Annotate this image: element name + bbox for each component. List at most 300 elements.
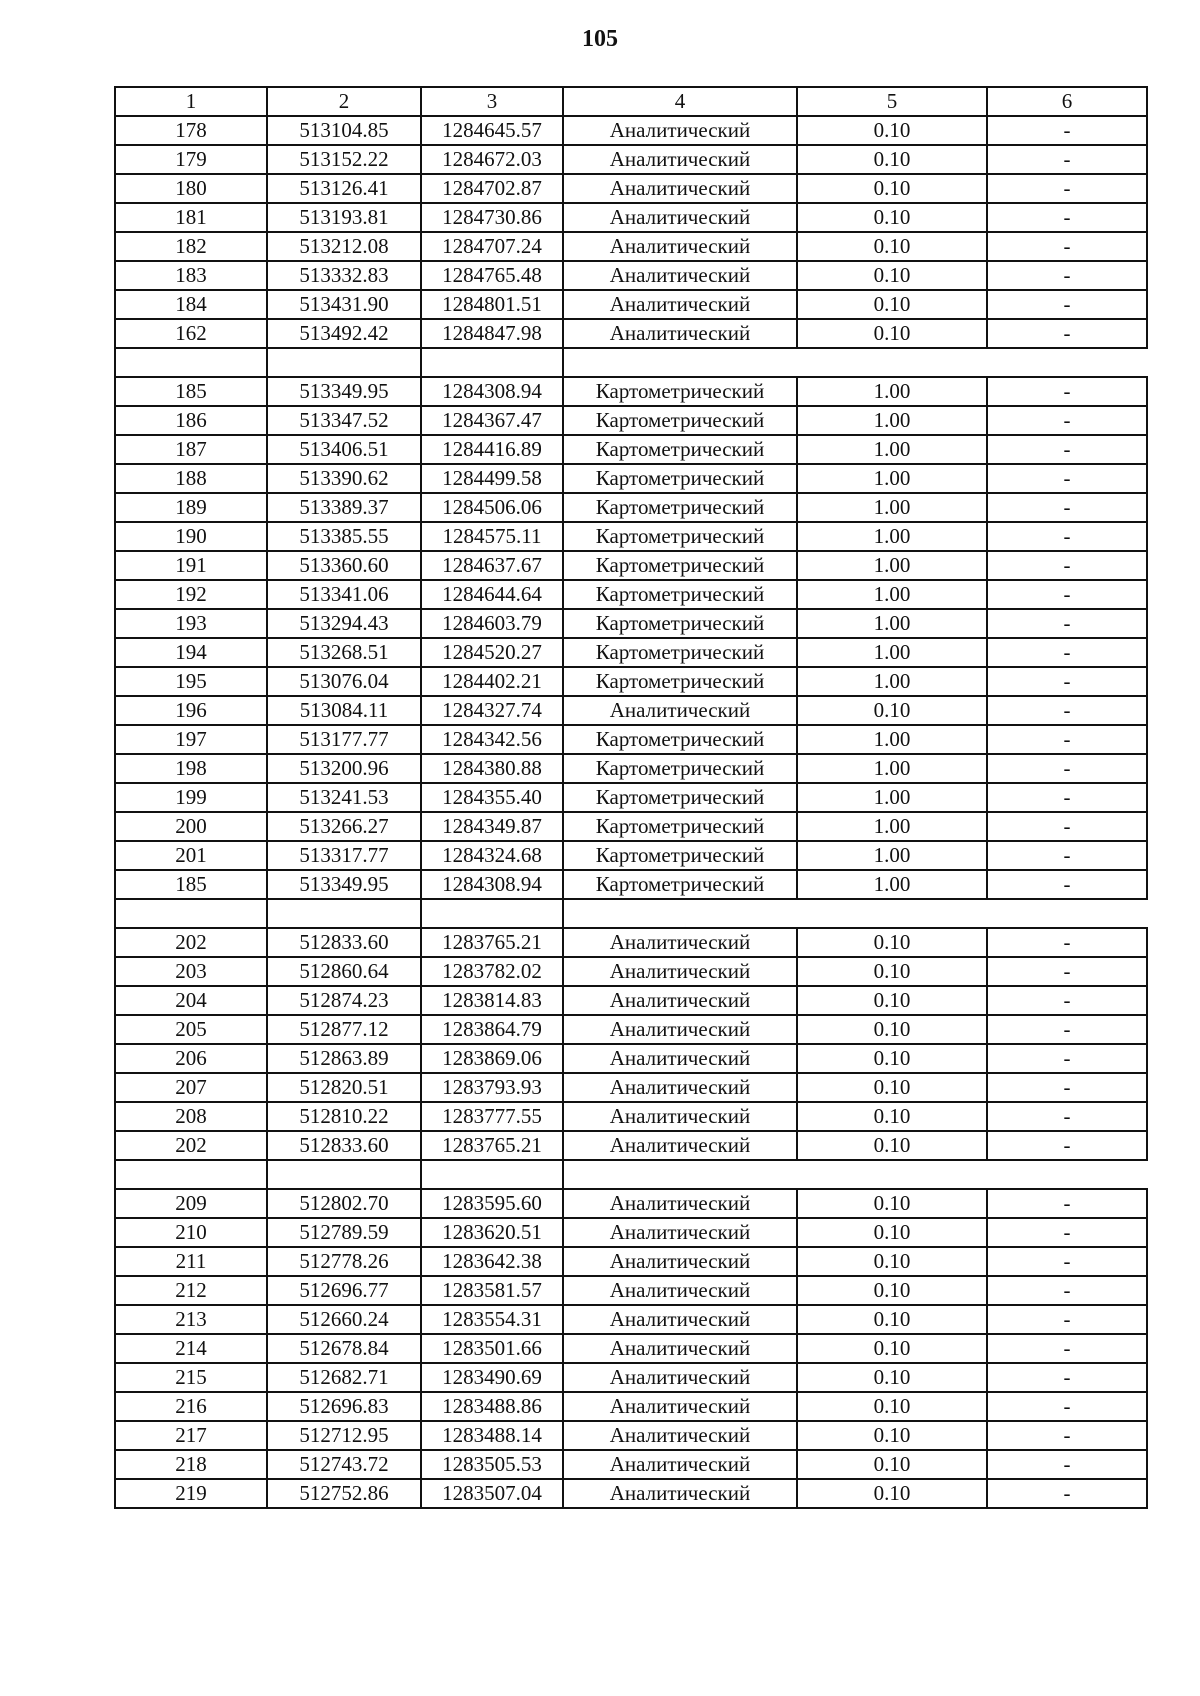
method-cell: Аналитический — [563, 1189, 797, 1218]
description-cell: - — [987, 870, 1147, 899]
y-coordinate-cell: 1283869.06 — [421, 1044, 563, 1073]
description-cell: - — [987, 203, 1147, 232]
method-cell: Аналитический — [563, 957, 797, 986]
y-coordinate-cell: 1284765.48 — [421, 261, 563, 290]
accuracy-cell: 0.10 — [797, 957, 987, 986]
table-row — [115, 261, 1147, 290]
accuracy-cell: 0.10 — [797, 1305, 987, 1334]
separator-cell — [421, 1160, 563, 1189]
accuracy-cell: 0.10 — [797, 1276, 987, 1305]
description-cell: - — [987, 1421, 1147, 1450]
point-number-cell: 215 — [115, 1363, 267, 1392]
description-cell: - — [987, 174, 1147, 203]
y-coordinate-cell: 1284355.40 — [421, 783, 563, 812]
point-number-cell: 162 — [115, 319, 267, 348]
y-coordinate-cell: 1283782.02 — [421, 957, 563, 986]
table-row — [115, 1363, 1147, 1392]
header-cell-2: 2 — [267, 87, 421, 116]
y-coordinate-cell: 1283595.60 — [421, 1189, 563, 1218]
point-number-cell: 180 — [115, 174, 267, 203]
method-cell: Аналитический — [563, 1334, 797, 1363]
method-cell: Аналитический — [563, 232, 797, 261]
x-coordinate-cell: 512682.71 — [267, 1363, 421, 1392]
point-number-cell: 198 — [115, 754, 267, 783]
y-coordinate-cell: 1284847.98 — [421, 319, 563, 348]
table-row — [115, 783, 1147, 812]
coordinates-table — [114, 86, 1148, 1509]
x-coordinate-cell: 513294.43 — [267, 609, 421, 638]
point-number-cell: 187 — [115, 435, 267, 464]
description-cell: - — [987, 551, 1147, 580]
y-coordinate-cell: 1284327.74 — [421, 696, 563, 725]
point-number-cell: 185 — [115, 870, 267, 899]
table-row — [115, 377, 1147, 406]
description-cell: - — [987, 261, 1147, 290]
y-coordinate-cell: 1283581.57 — [421, 1276, 563, 1305]
separator-cell — [115, 1160, 267, 1189]
description-cell: - — [987, 986, 1147, 1015]
method-cell: Аналитический — [563, 1218, 797, 1247]
point-number-cell: 179 — [115, 145, 267, 174]
table-row — [115, 725, 1147, 754]
x-coordinate-cell: 513389.37 — [267, 493, 421, 522]
description-cell: - — [987, 1073, 1147, 1102]
accuracy-cell: 1.00 — [797, 551, 987, 580]
x-coordinate-cell: 513212.08 — [267, 232, 421, 261]
x-coordinate-cell: 512820.51 — [267, 1073, 421, 1102]
method-cell: Картометрический — [563, 725, 797, 754]
table-row — [115, 145, 1147, 174]
table-row — [115, 667, 1147, 696]
header-cell-3: 3 — [421, 87, 563, 116]
accuracy-cell: 0.10 — [797, 203, 987, 232]
separator-cell — [797, 899, 987, 928]
table-row — [115, 406, 1147, 435]
method-cell: Аналитический — [563, 1247, 797, 1276]
point-number-cell: 202 — [115, 928, 267, 957]
description-cell: - — [987, 1363, 1147, 1392]
point-number-cell: 205 — [115, 1015, 267, 1044]
table-row — [115, 1450, 1147, 1479]
table-row — [115, 116, 1147, 145]
method-cell: Картометрический — [563, 638, 797, 667]
method-cell: Аналитический — [563, 1044, 797, 1073]
y-coordinate-cell: 1284324.68 — [421, 841, 563, 870]
table-row — [115, 638, 1147, 667]
accuracy-cell: 0.10 — [797, 1392, 987, 1421]
y-coordinate-cell: 1283765.21 — [421, 928, 563, 957]
x-coordinate-cell: 513385.55 — [267, 522, 421, 551]
table-row — [115, 1218, 1147, 1247]
method-cell: Картометрический — [563, 522, 797, 551]
separator-cell — [797, 1160, 987, 1189]
table-row — [115, 841, 1147, 870]
y-coordinate-cell: 1283642.38 — [421, 1247, 563, 1276]
table-row — [115, 1276, 1147, 1305]
method-cell: Аналитический — [563, 1392, 797, 1421]
separator-cell — [267, 1160, 421, 1189]
point-number-cell: 206 — [115, 1044, 267, 1073]
y-coordinate-cell: 1284575.11 — [421, 522, 563, 551]
description-cell: - — [987, 841, 1147, 870]
y-coordinate-cell: 1284672.03 — [421, 145, 563, 174]
accuracy-cell: 0.10 — [797, 261, 987, 290]
point-number-cell: 190 — [115, 522, 267, 551]
description-cell: - — [987, 638, 1147, 667]
x-coordinate-cell: 512833.60 — [267, 1131, 421, 1160]
point-number-cell: 219 — [115, 1479, 267, 1508]
accuracy-cell: 1.00 — [797, 580, 987, 609]
separator-cell — [987, 1160, 1147, 1189]
y-coordinate-cell: 1284520.27 — [421, 638, 563, 667]
x-coordinate-cell: 513200.96 — [267, 754, 421, 783]
method-cell: Картометрический — [563, 435, 797, 464]
method-cell: Картометрический — [563, 493, 797, 522]
description-cell: - — [987, 464, 1147, 493]
description-cell: - — [987, 1450, 1147, 1479]
table-row — [115, 1479, 1147, 1508]
y-coordinate-cell: 1283777.55 — [421, 1102, 563, 1131]
point-number-cell: 217 — [115, 1421, 267, 1450]
point-number-cell: 199 — [115, 783, 267, 812]
method-cell: Аналитический — [563, 261, 797, 290]
header-cell-1: 1 — [115, 87, 267, 116]
y-coordinate-cell: 1283507.04 — [421, 1479, 563, 1508]
accuracy-cell: 0.10 — [797, 1189, 987, 1218]
accuracy-cell: 1.00 — [797, 464, 987, 493]
description-cell: - — [987, 609, 1147, 638]
point-number-cell: 185 — [115, 377, 267, 406]
y-coordinate-cell: 1284644.64 — [421, 580, 563, 609]
description-cell: - — [987, 1131, 1147, 1160]
method-cell: Картометрический — [563, 609, 797, 638]
method-cell: Аналитический — [563, 174, 797, 203]
point-number-cell: 196 — [115, 696, 267, 725]
x-coordinate-cell: 513406.51 — [267, 435, 421, 464]
x-coordinate-cell: 513268.51 — [267, 638, 421, 667]
description-cell: - — [987, 145, 1147, 174]
accuracy-cell: 0.10 — [797, 1015, 987, 1044]
table-row — [115, 493, 1147, 522]
y-coordinate-cell: 1283793.93 — [421, 1073, 563, 1102]
table-row — [115, 1189, 1147, 1218]
description-cell: - — [987, 812, 1147, 841]
y-coordinate-cell: 1284707.24 — [421, 232, 563, 261]
table-row — [115, 522, 1147, 551]
accuracy-cell: 0.10 — [797, 1334, 987, 1363]
table-row — [115, 1305, 1147, 1334]
table-row — [115, 812, 1147, 841]
method-cell: Аналитический — [563, 319, 797, 348]
description-cell: - — [987, 522, 1147, 551]
table-row — [115, 696, 1147, 725]
description-cell: - — [987, 116, 1147, 145]
x-coordinate-cell: 513349.95 — [267, 377, 421, 406]
y-coordinate-cell: 1284499.58 — [421, 464, 563, 493]
point-number-cell: 182 — [115, 232, 267, 261]
method-cell: Аналитический — [563, 1073, 797, 1102]
block-separator-row — [115, 348, 1147, 377]
separator-cell — [563, 348, 797, 377]
accuracy-cell: 0.10 — [797, 116, 987, 145]
method-cell: Аналитический — [563, 1479, 797, 1508]
y-coordinate-cell: 1283814.83 — [421, 986, 563, 1015]
x-coordinate-cell: 512810.22 — [267, 1102, 421, 1131]
description-cell: - — [987, 957, 1147, 986]
x-coordinate-cell: 513241.53 — [267, 783, 421, 812]
description-cell: - — [987, 580, 1147, 609]
description-cell: - — [987, 493, 1147, 522]
accuracy-cell: 0.10 — [797, 1131, 987, 1160]
x-coordinate-cell: 513332.83 — [267, 261, 421, 290]
y-coordinate-cell: 1283488.14 — [421, 1421, 563, 1450]
method-cell: Аналитический — [563, 1015, 797, 1044]
separator-cell — [563, 899, 797, 928]
description-cell: - — [987, 1276, 1147, 1305]
method-cell: Аналитический — [563, 986, 797, 1015]
accuracy-cell: 0.10 — [797, 928, 987, 957]
accuracy-cell: 1.00 — [797, 841, 987, 870]
method-cell: Аналитический — [563, 203, 797, 232]
method-cell: Картометрический — [563, 377, 797, 406]
description-cell: - — [987, 696, 1147, 725]
point-number-cell: 216 — [115, 1392, 267, 1421]
x-coordinate-cell: 512863.89 — [267, 1044, 421, 1073]
x-coordinate-cell: 513152.22 — [267, 145, 421, 174]
x-coordinate-cell: 513349.95 — [267, 870, 421, 899]
accuracy-cell: 1.00 — [797, 638, 987, 667]
point-number-cell: 213 — [115, 1305, 267, 1334]
method-cell: Аналитический — [563, 1276, 797, 1305]
description-cell: - — [987, 232, 1147, 261]
point-number-cell: 209 — [115, 1189, 267, 1218]
x-coordinate-cell: 512678.84 — [267, 1334, 421, 1363]
point-number-cell: 202 — [115, 1131, 267, 1160]
table-row — [115, 580, 1147, 609]
table-row — [115, 986, 1147, 1015]
x-coordinate-cell: 512696.83 — [267, 1392, 421, 1421]
description-cell: - — [987, 435, 1147, 464]
y-coordinate-cell: 1283501.66 — [421, 1334, 563, 1363]
description-cell: - — [987, 290, 1147, 319]
point-number-cell: 203 — [115, 957, 267, 986]
point-number-cell: 201 — [115, 841, 267, 870]
point-number-cell: 211 — [115, 1247, 267, 1276]
x-coordinate-cell: 513266.27 — [267, 812, 421, 841]
accuracy-cell: 0.10 — [797, 1073, 987, 1102]
accuracy-cell: 0.10 — [797, 696, 987, 725]
header-row — [115, 87, 1147, 116]
method-cell: Картометрический — [563, 667, 797, 696]
x-coordinate-cell: 512712.95 — [267, 1421, 421, 1450]
description-cell: - — [987, 1015, 1147, 1044]
x-coordinate-cell: 513341.06 — [267, 580, 421, 609]
table-row — [115, 957, 1147, 986]
separator-cell — [421, 348, 563, 377]
y-coordinate-cell: 1284730.86 — [421, 203, 563, 232]
method-cell: Аналитический — [563, 1421, 797, 1450]
y-coordinate-cell: 1283554.31 — [421, 1305, 563, 1334]
block-separator-row — [115, 1160, 1147, 1189]
table-row — [115, 464, 1147, 493]
method-cell: Картометрический — [563, 812, 797, 841]
accuracy-cell: 1.00 — [797, 783, 987, 812]
separator-cell — [115, 899, 267, 928]
y-coordinate-cell: 1284342.56 — [421, 725, 563, 754]
accuracy-cell: 0.10 — [797, 1363, 987, 1392]
y-coordinate-cell: 1284506.06 — [421, 493, 563, 522]
separator-cell — [421, 899, 563, 928]
separator-cell — [115, 348, 267, 377]
y-coordinate-cell: 1284645.57 — [421, 116, 563, 145]
description-cell: - — [987, 1247, 1147, 1276]
method-cell: Картометрический — [563, 783, 797, 812]
table-row — [115, 203, 1147, 232]
y-coordinate-cell: 1283620.51 — [421, 1218, 563, 1247]
point-number-cell: 197 — [115, 725, 267, 754]
table-row — [115, 232, 1147, 261]
description-cell: - — [987, 377, 1147, 406]
x-coordinate-cell: 512752.86 — [267, 1479, 421, 1508]
y-coordinate-cell: 1284308.94 — [421, 377, 563, 406]
point-number-cell: 212 — [115, 1276, 267, 1305]
accuracy-cell: 0.10 — [797, 1102, 987, 1131]
x-coordinate-cell: 512874.23 — [267, 986, 421, 1015]
description-cell: - — [987, 725, 1147, 754]
point-number-cell: 208 — [115, 1102, 267, 1131]
accuracy-cell: 1.00 — [797, 406, 987, 435]
point-number-cell: 191 — [115, 551, 267, 580]
table-row — [115, 551, 1147, 580]
table-row — [115, 1073, 1147, 1102]
block-separator-row — [115, 899, 1147, 928]
point-number-cell: 184 — [115, 290, 267, 319]
point-number-cell: 192 — [115, 580, 267, 609]
point-number-cell: 193 — [115, 609, 267, 638]
accuracy-cell: 0.10 — [797, 232, 987, 261]
table-row — [115, 1044, 1147, 1073]
point-number-cell: 214 — [115, 1334, 267, 1363]
description-cell: - — [987, 1479, 1147, 1508]
page-number: 105 — [582, 26, 618, 52]
y-coordinate-cell: 1284416.89 — [421, 435, 563, 464]
separator-cell — [987, 899, 1147, 928]
table-row — [115, 290, 1147, 319]
x-coordinate-cell: 513126.41 — [267, 174, 421, 203]
point-number-cell: 181 — [115, 203, 267, 232]
y-coordinate-cell: 1283490.69 — [421, 1363, 563, 1392]
table-row — [115, 1334, 1147, 1363]
accuracy-cell: 1.00 — [797, 754, 987, 783]
description-cell: - — [987, 928, 1147, 957]
method-cell: Аналитический — [563, 1131, 797, 1160]
description-cell: - — [987, 1334, 1147, 1363]
description-cell: - — [987, 783, 1147, 812]
method-cell: Картометрический — [563, 464, 797, 493]
method-cell: Аналитический — [563, 1102, 797, 1131]
description-cell: - — [987, 667, 1147, 696]
table-row — [115, 319, 1147, 348]
description-cell: - — [987, 1392, 1147, 1421]
accuracy-cell: 1.00 — [797, 667, 987, 696]
description-cell: - — [987, 1305, 1147, 1334]
y-coordinate-cell: 1283505.53 — [421, 1450, 563, 1479]
y-coordinate-cell: 1284801.51 — [421, 290, 563, 319]
separator-cell — [797, 348, 987, 377]
x-coordinate-cell: 513347.52 — [267, 406, 421, 435]
accuracy-cell: 0.10 — [797, 1421, 987, 1450]
y-coordinate-cell: 1284380.88 — [421, 754, 563, 783]
accuracy-cell: 0.10 — [797, 319, 987, 348]
y-coordinate-cell: 1284637.67 — [421, 551, 563, 580]
point-number-cell: 188 — [115, 464, 267, 493]
table-row — [115, 1102, 1147, 1131]
method-cell: Аналитический — [563, 1363, 797, 1392]
table-row — [115, 1392, 1147, 1421]
accuracy-cell: 1.00 — [797, 522, 987, 551]
y-coordinate-cell: 1284308.94 — [421, 870, 563, 899]
accuracy-cell: 0.10 — [797, 145, 987, 174]
accuracy-cell: 0.10 — [797, 1044, 987, 1073]
header-cell-5: 5 — [797, 87, 987, 116]
x-coordinate-cell: 513390.62 — [267, 464, 421, 493]
method-cell: Аналитический — [563, 290, 797, 319]
table-row — [115, 1015, 1147, 1044]
description-cell: - — [987, 406, 1147, 435]
point-number-cell: 207 — [115, 1073, 267, 1102]
x-coordinate-cell: 513492.42 — [267, 319, 421, 348]
method-cell: Аналитический — [563, 145, 797, 174]
x-coordinate-cell: 512789.59 — [267, 1218, 421, 1247]
method-cell: Аналитический — [563, 696, 797, 725]
table-row — [115, 609, 1147, 638]
y-coordinate-cell: 1284402.21 — [421, 667, 563, 696]
x-coordinate-cell: 512877.12 — [267, 1015, 421, 1044]
y-coordinate-cell: 1284702.87 — [421, 174, 563, 203]
y-coordinate-cell: 1283864.79 — [421, 1015, 563, 1044]
description-cell: - — [987, 754, 1147, 783]
point-number-cell: 210 — [115, 1218, 267, 1247]
accuracy-cell: 0.10 — [797, 1247, 987, 1276]
method-cell: Картометрический — [563, 406, 797, 435]
x-coordinate-cell: 513177.77 — [267, 725, 421, 754]
x-coordinate-cell: 513104.85 — [267, 116, 421, 145]
accuracy-cell: 1.00 — [797, 377, 987, 406]
method-cell: Аналитический — [563, 116, 797, 145]
table-row — [115, 174, 1147, 203]
accuracy-cell: 1.00 — [797, 493, 987, 522]
table-body — [115, 116, 1147, 1508]
separator-cell — [987, 348, 1147, 377]
point-number-cell: 183 — [115, 261, 267, 290]
point-number-cell: 194 — [115, 638, 267, 667]
method-cell: Картометрический — [563, 580, 797, 609]
x-coordinate-cell: 512860.64 — [267, 957, 421, 986]
point-number-cell: 200 — [115, 812, 267, 841]
separator-cell — [267, 899, 421, 928]
x-coordinate-cell: 512696.77 — [267, 1276, 421, 1305]
x-coordinate-cell: 513076.04 — [267, 667, 421, 696]
x-coordinate-cell: 512802.70 — [267, 1189, 421, 1218]
accuracy-cell: 0.10 — [797, 174, 987, 203]
point-number-cell: 178 — [115, 116, 267, 145]
table-row — [115, 1421, 1147, 1450]
method-cell: Аналитический — [563, 928, 797, 957]
description-cell: - — [987, 1218, 1147, 1247]
accuracy-cell: 0.10 — [797, 1450, 987, 1479]
x-coordinate-cell: 513360.60 — [267, 551, 421, 580]
x-coordinate-cell: 513317.77 — [267, 841, 421, 870]
